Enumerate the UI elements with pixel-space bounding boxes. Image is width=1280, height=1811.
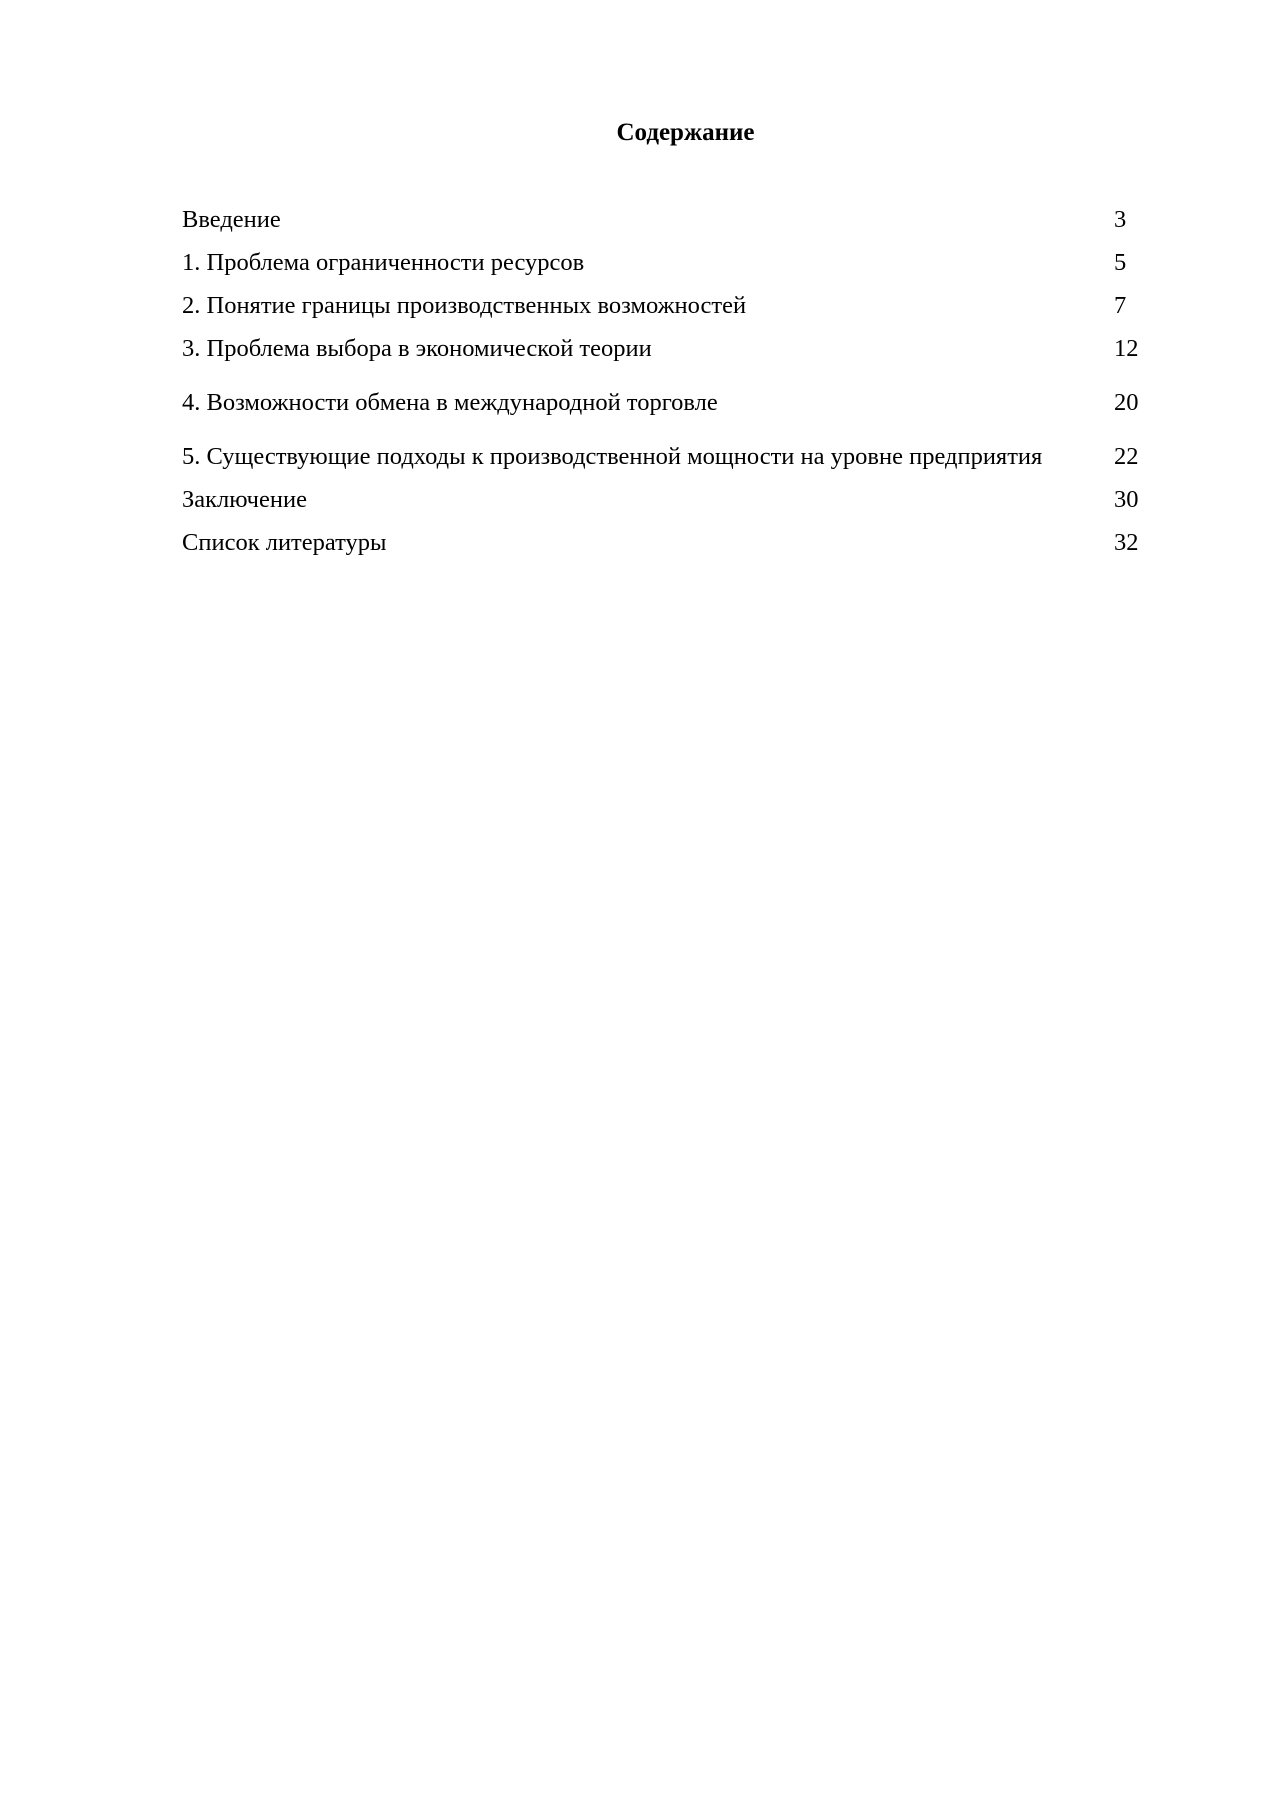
toc-title: Содержание [616,119,755,146]
toc-entry-section-1 [182,248,1142,291]
toc-entry-label: Заключение [182,486,307,513]
toc-entry-page-number: 3 [1114,206,1127,233]
toc-entry-section-2 [182,291,1142,334]
toc-entry-page-number: 30 [1114,486,1139,513]
toc-entry-label: 4. Возможности обмена в международной торговле [182,389,718,416]
toc-entry-label: 3. Проблема выбора в экономической теории [182,335,652,362]
toc-entry-conclusion [182,485,1142,528]
table-of-contents [182,205,1142,571]
toc-entry-label: Список литературы [182,529,387,556]
toc-entry-section-5 [182,442,1142,485]
toc-entry-page-number: 32 [1114,529,1139,556]
toc-entry-references [182,528,1142,571]
toc-entry-page-number: 22 [1114,443,1139,470]
toc-entry-section-4 [182,388,1142,442]
toc-entry-label: 2. Понятие границы производственных возможностей [182,292,747,319]
toc-entry-section-3 [182,334,1142,388]
toc-entry-page-number: 20 [1114,389,1139,416]
toc-entry-page-number: 5 [1114,249,1127,276]
toc-entry-page-number: 7 [1114,292,1127,319]
toc-entry-introduction [182,205,1142,248]
toc-entry-label: 5. Существующие подходы к производственной мощности на уровне предприятия [182,443,1043,470]
toc-entry-page-number: 12 [1114,335,1139,362]
toc-entry-label: Введение [182,206,281,233]
toc-entry-label: 1. Проблема ограниченности ресурсов [182,249,585,276]
